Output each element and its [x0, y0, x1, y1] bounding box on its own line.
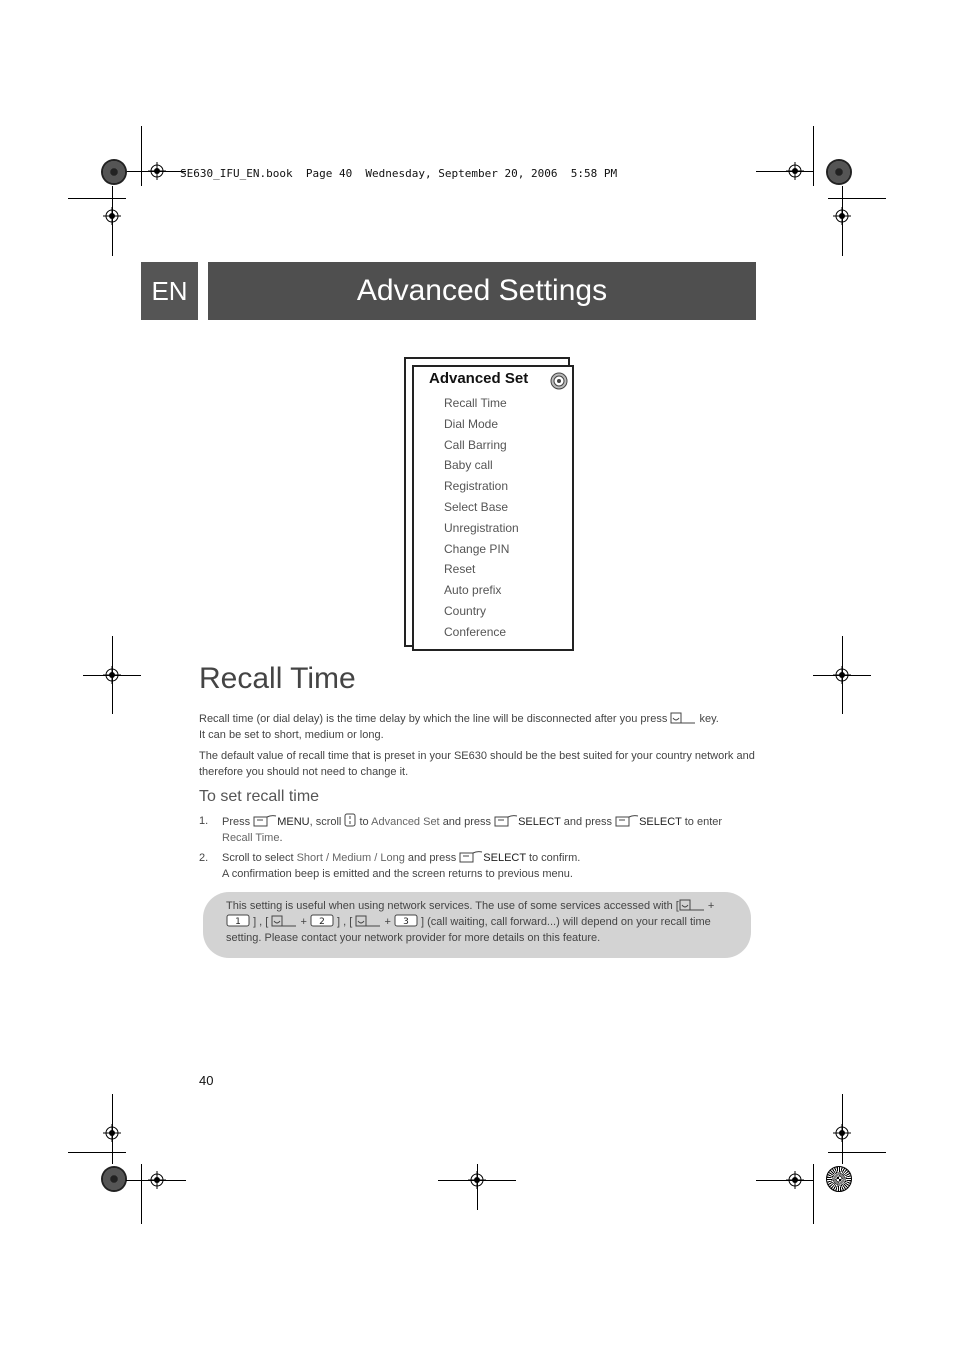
section-title: Recall Time: [199, 662, 356, 695]
note-text-part: ] (call waiting, call forward...) will depend on your recall time setting. Please contact your network provider for more details on this feature.: [226, 916, 711, 944]
step-number: 1.: [199, 815, 209, 827]
menu-item-conference: Conference: [444, 624, 507, 639]
note-text-part: This setting is useful when using network services. The use of some services accessed with [: [226, 900, 679, 912]
step-text: to confirm.: [528, 852, 581, 864]
intro-text-key: key.: [699, 713, 719, 725]
menu-title: Advanced Set: [429, 370, 529, 387]
step-text: and press: [563, 816, 613, 828]
subsection-title: To set recall time: [199, 788, 320, 805]
note-text: [226, 898, 736, 946]
note-separator: ] , [: [337, 916, 353, 928]
advanced-set-menu: [412, 365, 574, 651]
talk-key-icon: [679, 899, 705, 911]
key-2-icon: [310, 914, 334, 927]
menu-list: [444, 393, 519, 643]
registration-mark-icon: [833, 207, 851, 225]
select-key-label: SELECT: [518, 816, 561, 828]
color-disc-icon: [101, 1166, 127, 1192]
left-softkey-icon: [459, 851, 483, 863]
menu-item-call-barring: Call Barring: [444, 437, 507, 452]
print-header: SE630_IFU_EN.book Page 40 Wednesday, September 20, 2006 5:58 PM: [180, 167, 618, 180]
note-box: [203, 892, 751, 958]
scroll-key-icon: [344, 813, 356, 827]
intro-text-options: It can be set to short, medium or long.: [199, 729, 384, 741]
menu-item-change-pin: Change PIN: [444, 541, 510, 556]
registration-mark-icon: [468, 1171, 486, 1189]
step-2: [199, 850, 755, 882]
key-1-icon: [226, 914, 250, 927]
language-tab: EN: [141, 262, 198, 320]
menu-name-recall-time: Recall Time: [222, 832, 280, 844]
page-title: Advanced Settings: [208, 262, 756, 320]
talk-key-icon: [670, 712, 696, 724]
registration-mark-icon: [148, 1171, 166, 1189]
menu-item-registration: Registration: [444, 479, 509, 494]
registration-mark-icon: [833, 1124, 851, 1142]
plus-sign: +: [384, 916, 391, 928]
step-1: [199, 813, 755, 846]
registration-mark-icon: [833, 666, 851, 684]
option-separator: /: [371, 852, 381, 864]
registration-mark-icon: [786, 1171, 804, 1189]
color-disc-icon: [101, 159, 127, 185]
plus-sign: +: [707, 900, 715, 912]
key-1-label: 1: [235, 917, 241, 927]
step-text: Scroll to select: [222, 852, 294, 864]
step-text: Press: [222, 816, 251, 828]
option-separator: /: [322, 852, 333, 864]
registration-mark-icon: [148, 162, 166, 180]
step-text: A confirmation beep is emitted and the screen returns to previous menu.: [222, 868, 573, 880]
intro-text: Recall time (or dial delay) is the time delay by which the line will be disconnected after you press: [199, 713, 668, 725]
gear-icon: [550, 372, 568, 390]
menu-item-select-base: Select Base: [444, 499, 509, 514]
menu-item-country: Country: [444, 603, 487, 618]
intro-paragraph: [199, 711, 755, 743]
page-number: 40: [199, 1073, 214, 1088]
key-3-label: 3: [403, 917, 409, 927]
color-disc-icon: [826, 1166, 852, 1192]
color-disc-icon: [826, 159, 852, 185]
option-medium: Medium: [332, 852, 372, 864]
menu-item-reset: Reset: [444, 562, 476, 577]
default-paragraph: The default value of recall time that is preset in your SE630 should be the best suited for your country network and therefore you should not need to change it.: [199, 750, 755, 778]
note-separator: ] , [: [253, 916, 269, 928]
menu-name-advanced-set: Advanced Set: [371, 816, 440, 828]
step-text: to: [359, 816, 369, 828]
select-key-label: SELECT: [483, 852, 526, 864]
step-text: to enter: [684, 816, 723, 828]
option-short: Short: [296, 852, 323, 864]
talk-key-icon: [271, 915, 297, 927]
key-3-icon: [394, 914, 418, 927]
registration-mark-icon: [786, 162, 804, 180]
step-text: , scroll: [309, 816, 342, 828]
registration-mark-icon: [103, 666, 121, 684]
step-text: .: [279, 832, 283, 844]
option-long: Long: [380, 852, 405, 864]
left-softkey-icon: [494, 815, 518, 827]
registration-mark-icon: [103, 1124, 121, 1142]
menu-item-baby-call: Baby call: [444, 458, 493, 473]
menu-item-dial-mode: Dial Mode: [444, 416, 499, 431]
step-text: and press: [407, 852, 457, 864]
select-key-label: SELECT: [639, 816, 682, 828]
menu-item-unregistration: Unregistration: [444, 520, 519, 535]
left-softkey-icon: [253, 815, 277, 827]
menu-item-auto-prefix: Auto prefix: [444, 583, 502, 598]
step-text: and press: [442, 816, 491, 828]
menu-key-label: MENU: [277, 816, 310, 828]
key-2-label: 2: [319, 917, 325, 927]
menu-item-recall-time: Recall Time: [444, 396, 507, 410]
left-softkey-icon: [615, 815, 639, 827]
talk-key-icon: [355, 915, 381, 927]
registration-mark-icon: [103, 207, 121, 225]
step-number: 2.: [199, 852, 209, 864]
plus-sign: +: [300, 916, 307, 928]
